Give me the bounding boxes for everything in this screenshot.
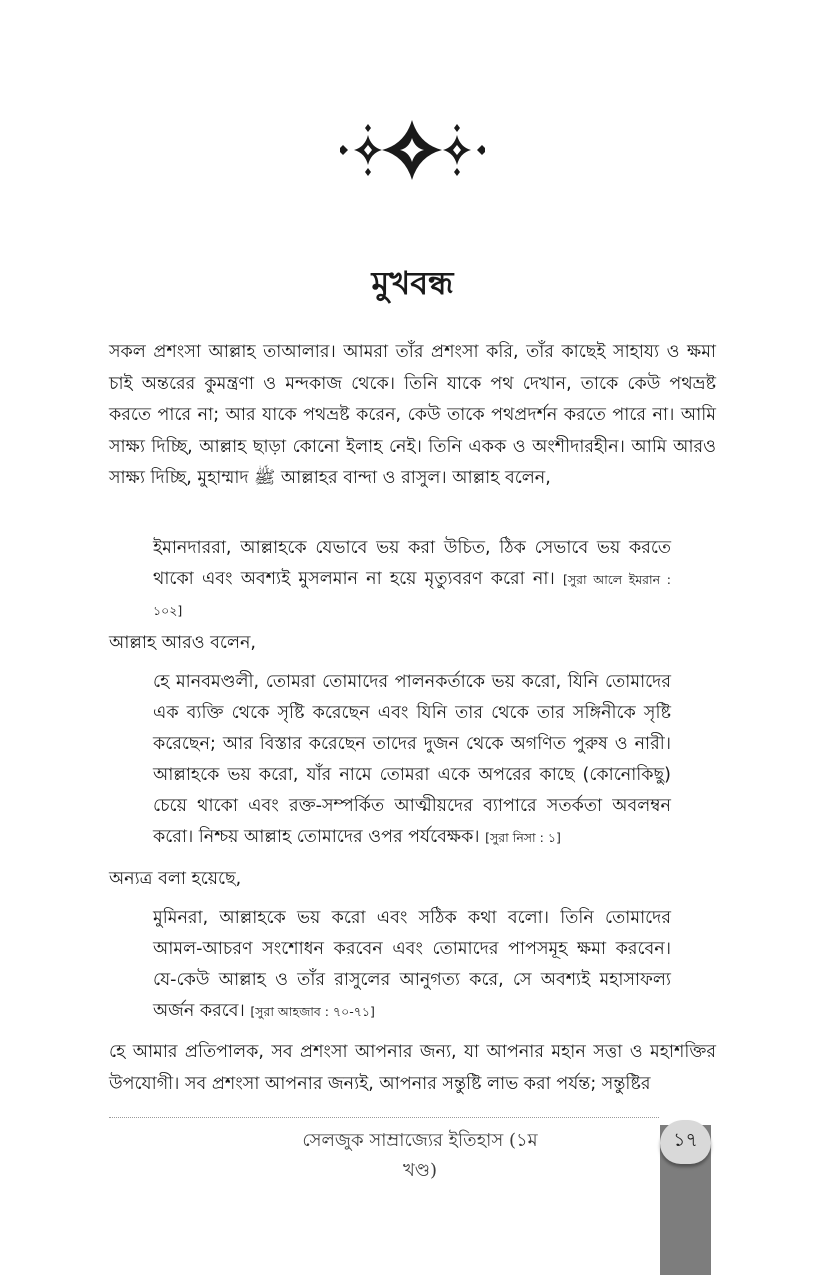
quote-block bbox=[153, 533, 671, 626]
quote-citation: [সুরা আহজাব : ৭০-৭১] bbox=[250, 1004, 375, 1019]
closing-paragraph: হে আমার প্রতিপালক, সব প্রশংসা আপনার জন্য, যা আপনার মহান সত্তা ও মহাশক্তির উপযোগী। সব প্রশংসা আপনার জন্যই, আপনার সন্তুষ্টি লাভ করা পর্যন্ত; সন্তুষ্টির bbox=[109, 1042, 716, 1094]
intro-paragraph bbox=[109, 337, 716, 495]
page-title: মুখবন্ধ bbox=[371, 264, 454, 302]
page-number: ১৭ bbox=[673, 1129, 698, 1151]
intro-lead-in: আল্লাহ বলেন, bbox=[452, 468, 551, 488]
quote-citation: [সুরা আলে ইমরান : ১০২] bbox=[153, 572, 671, 618]
intro-text: সকল প্রশংসা আল্লাহ তাআলার। আমরা তাঁর প্রশংসা করি, তাঁর কাছেই সাহায্য ও ক্ষমা চাই অন্তরের কুমন্ত্রণা ও মন্দকাজ থেকে। তিনি যাকে পথ দেখান, তাকে কেউ পথভ্রষ্ট করতে পারে না; আর যাকে পথভ্রষ্ট করেন, কেউ তাকে পথপ্রদর্শন করতে পারে না। আমি সাক্ষ্য দিচ্ছি, আল্লাহ ছাড়া কোনো ইলাহ নেই। তিনি একক ও অংশীদারহীন। আমি আরও সাক্ষ্য দিচ্ছি, মুহাম্মাদ ﷺ আল্লাহর বান্দা ও রাসুল। bbox=[109, 342, 716, 488]
footer-book-title: সেলজুক সাম্রাজ্যের ইতিহাস (১ম খণ্ড) bbox=[302, 1130, 538, 1181]
quote-block bbox=[153, 903, 671, 1027]
lead-in-paragraph: আল্লাহ আরও বলেন, bbox=[109, 633, 256, 653]
quote-citation: [সুরা নিসা : ১] bbox=[485, 830, 561, 845]
quote-text: হে মানবমণ্ডলী, তোমরা তোমাদের পালনকর্তাকে ভয় করো, যিনি তোমাদের এক ব্যক্তি থেকে সৃষ্টি করেছেন এবং যিনি তার থেকে তার সঙ্গিনীকে সৃষ্টি করেছেন; আর বিস্তার করেছেন তাদের দুজন থেকে অগণিত পুরুষ ও নারী। আল্লাহকে ভয় করো, যাঁর নামে তোমরা একে অপরের কাছে (কোনোকিছু) চেয়ে থাকো এবং রক্ত-সম্পর্কিত আত্মীয়দের ব্যাপারে সতর্কতা অবলম্বন করো। নিশ্চয় আল্লাহ তোমাদের ওপর পর্যবেক্ষক। bbox=[153, 672, 671, 847]
diamond-ornament-icon bbox=[340, 118, 485, 182]
footer-divider bbox=[109, 1117, 659, 1118]
lead-in-paragraph: অন্যত্র বলা হয়েছে, bbox=[109, 869, 242, 889]
quote-block bbox=[153, 667, 671, 853]
quote-text: মুমিনরা, আল্লাহকে ভয় করো এবং সঠিক কথা বলো। তিনি তোমাদের আমল-আচরণ সংশোধন করবেন এবং তোমাদের পাপসমূহ ক্ষমা করবেন। যে-কেউ আল্লাহ ও তাঁর রাসুলের আনুগত্য করে, সে অবশ্যই মহাসাফল্য অর্জন করবে। bbox=[153, 908, 671, 1021]
quote-text: ইমানদাররা, আল্লাহকে যেভাবে ভয় করা উচিত, ঠিক সেভাবে ভয় করতে থাকো এবং অবশ্যই মুসলমান না হয়ে মৃত্যুবরণ করো না। bbox=[153, 538, 671, 589]
